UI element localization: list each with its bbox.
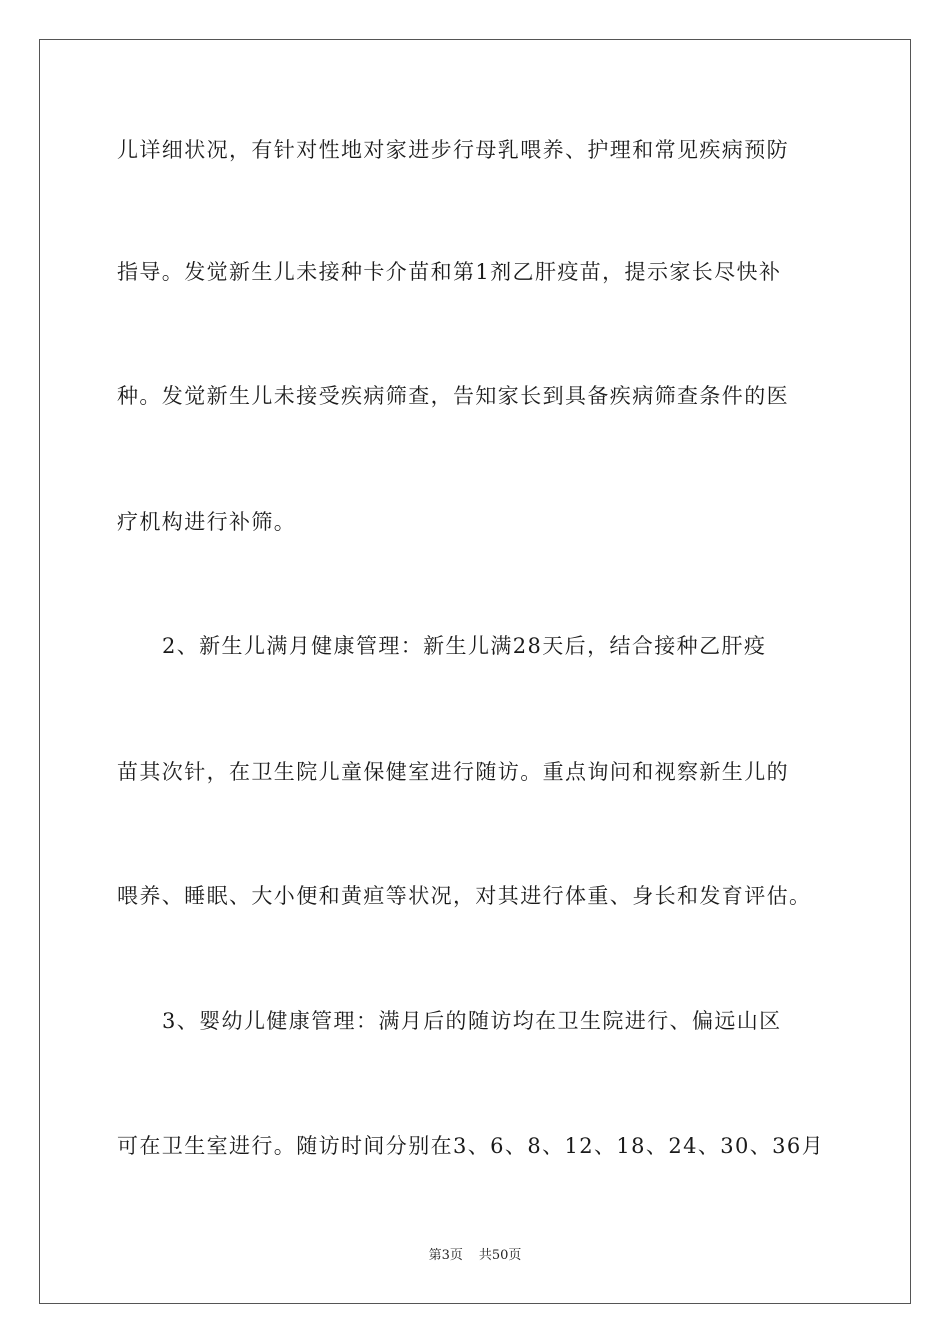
paragraph-line: 儿详细状况，有针对性地对家进步行母乳喂养、护理和常见疾病预防	[117, 138, 789, 162]
paragraph-line: 3、婴幼儿健康管理：满月后的随访均在卫生院进行、偏远山区	[162, 1009, 782, 1033]
paragraph-line: 疗机构进行补筛。	[117, 510, 297, 534]
page-border	[39, 39, 911, 1304]
page-total: 共50页	[478, 1248, 522, 1263]
paragraph-line: 喂养、睡眠、大小便和黄疸等状况，对其进行体重、身长和发育评估。	[117, 884, 812, 908]
page-number: 第3页	[428, 1248, 463, 1263]
page-footer	[0, 1248, 950, 1264]
paragraph-line: 2、新生儿满月健康管理：新生儿满28天后，结合接种乙肝疫	[162, 634, 767, 658]
paragraph-line: 可在卫生室进行。随访时间分别在3、6、8、12、18、24、30、36月	[117, 1134, 825, 1158]
paragraph-line: 种。发觉新生儿未接受疾病筛查，告知家长到具备疾病筛查条件的医	[117, 384, 789, 408]
paragraph-line: 苗其次针，在卫生院儿童保健室进行随访。重点询问和视察新生儿的	[117, 760, 789, 784]
paragraph-line: 指导。发觉新生儿未接种卡介苗和第1剂乙肝疫苗，提示家长尽快补	[117, 260, 782, 284]
